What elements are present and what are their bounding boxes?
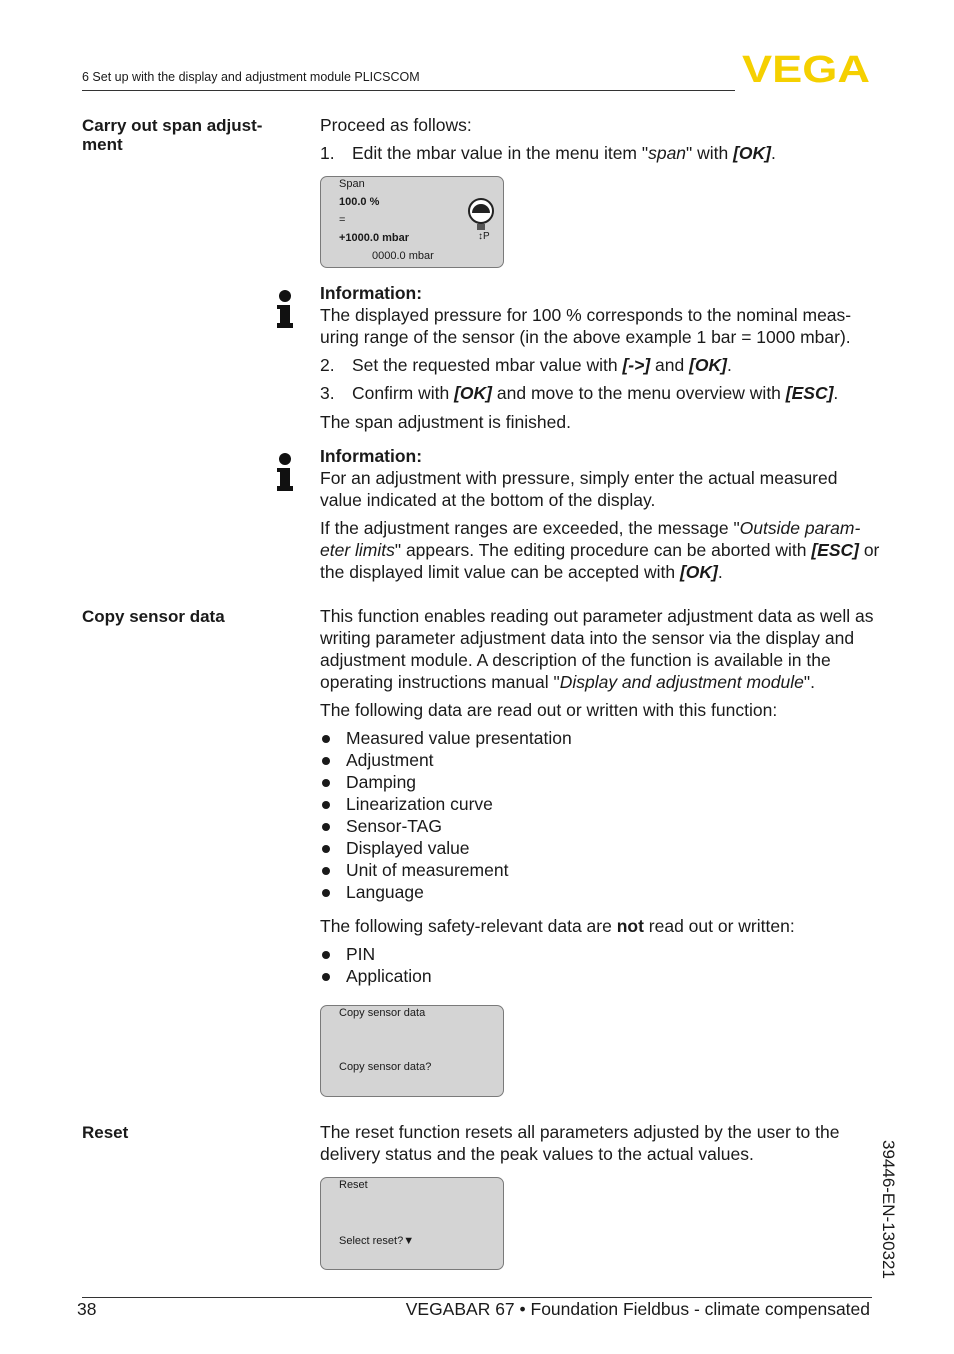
safety-data-list (320, 943, 880, 987)
reset-display-screen (320, 1177, 504, 1270)
info1-text: The displayed pressure for 100 % corresponds to the nominal meas-uring range of the sensor (in the above example 1 bar = 1000 mbar). (320, 305, 852, 347)
copy-list-intro: The following data are read out or written with this function: (320, 700, 778, 720)
list-item: Application (320, 965, 880, 987)
span-intro: Proceed as follows: (320, 115, 472, 135)
page-number: 38 (77, 1299, 97, 1319)
list-item: Damping (320, 771, 880, 793)
footer-divider (82, 1297, 872, 1298)
header-divider (82, 90, 735, 91)
list-item: Measured value presentation (320, 727, 880, 749)
screen-prompt: Copy sensor data? (339, 1061, 432, 1073)
info2-title: Information: (320, 446, 423, 466)
copy-data-list (320, 727, 880, 903)
screen-actual: 0000.0 mbar (372, 250, 434, 262)
header-section-title: 6 Set up with the display and adjustment module PLICSCOM (82, 70, 420, 84)
footer-product-title: VEGABAR 67 • Foundation Fieldbus - climate compensated (405, 1299, 870, 1319)
list-item: Adjustment (320, 749, 880, 771)
copy-display-screen (320, 1005, 504, 1097)
list-item: Language (320, 881, 880, 903)
list-item: Unit of measurement (320, 859, 880, 881)
reset-heading: Reset (82, 1123, 129, 1142)
pressure-label: ↕P (478, 231, 490, 242)
screen-prompt: Select reset?▼ (339, 1235, 415, 1247)
document-id: 39446-EN-130321 (879, 1140, 898, 1279)
screen-title: Span (339, 178, 365, 190)
info1-title: Information: (320, 283, 423, 303)
list-item: PIN (320, 943, 880, 965)
info-icon (274, 290, 296, 332)
logo-text: VEGA (742, 52, 870, 84)
span-step-3: 3. Confirm with [OK] and move to the menu overview with [ESC]. (320, 383, 839, 403)
copy-safety-intro: The following safety-relevant data are not read out or written: (320, 916, 795, 936)
info2-text: For an adjustment with pressure, simply enter the actual measured value indicated at the bottom of the display. (320, 468, 838, 510)
span-heading: Carry out span adjust-ment (82, 116, 263, 154)
dropdown-arrow-icon: ▼ (403, 1235, 415, 1247)
span-step-1: 1. Edit the mbar value in the menu item "span" with [OK]. (320, 143, 776, 163)
copy-heading: Copy sensor data (82, 607, 225, 626)
screen-percent: 100.0 % (339, 196, 380, 208)
info-icon (274, 453, 296, 495)
list-item: Sensor-TAG (320, 815, 880, 837)
span-display-screen (320, 176, 504, 268)
vega-logo (742, 52, 872, 84)
copy-description: This function enables reading out parameter adjustment data as well as writing parameter adjustment data into the sensor via the display and adjustment module. A description of the function is available in the operating instructions manual "Display and adjustment module". (320, 606, 874, 692)
info2-limits: If the adjustment ranges are exceeded, the message "Outside param-eter limits" appears. The editing procedure can be aborted with [ESC] or the displayed limit value can be accepted with [OK]. (320, 518, 880, 582)
screen-value: +1000.0 mbar (339, 232, 410, 244)
reset-description: The reset function resets all parameters adjusted by the user to the delivery status and the peak values to the actual values. (320, 1122, 840, 1164)
span-step-2: 2. Set the requested mbar value with [->] and [OK]. (320, 355, 732, 375)
screen-title: Reset (339, 1179, 368, 1191)
list-item: Linearization curve (320, 793, 880, 815)
list-item: Displayed value (320, 837, 880, 859)
screen-title: Copy sensor data (339, 1007, 426, 1019)
screen-eq: = (339, 214, 346, 226)
span-finished: The span adjustment is finished. (320, 412, 571, 432)
